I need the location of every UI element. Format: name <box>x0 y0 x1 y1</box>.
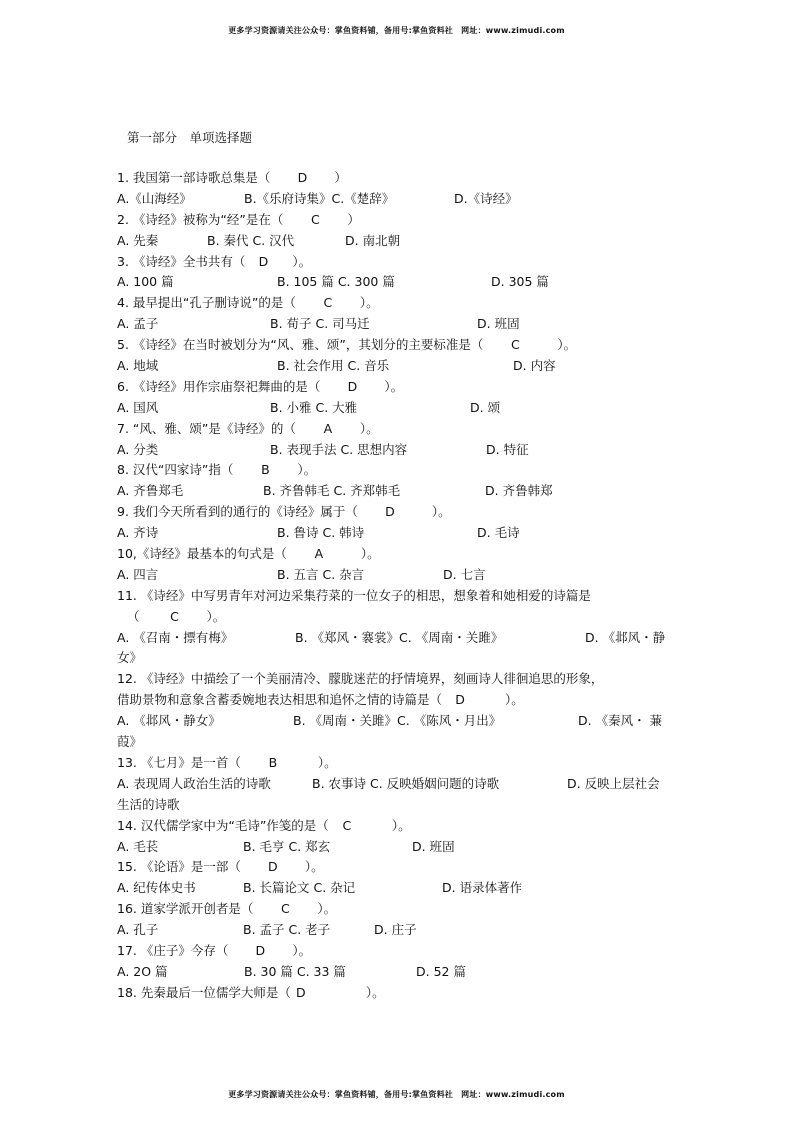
answer-letter: D <box>268 859 278 875</box>
answer-group <box>442 692 524 707</box>
answer-letter: B <box>261 462 270 478</box>
options-row <box>117 711 677 732</box>
answer-bracket-close: ）。 <box>206 608 226 624</box>
question-stem <box>117 168 677 189</box>
options-row <box>117 231 677 252</box>
option: A. 地域 <box>117 358 159 374</box>
answer-bracket-close: ）。 <box>359 295 379 311</box>
option: A. 毛苌 <box>117 838 159 854</box>
answer-bracket-close: ）。 <box>384 378 404 394</box>
options-row <box>117 628 677 649</box>
option: D. 《秦风・ 蒹 <box>578 713 663 729</box>
option: D. 52 篇 <box>416 963 466 979</box>
stem-flow <box>117 983 385 1004</box>
option: A. 齐鲁郑毛 <box>117 483 184 499</box>
option: A. 《召南・摽有梅》 <box>117 629 234 645</box>
question-text-cont: 借助景物和意象含蓄委婉地表达相思和追怀之情的诗篇是（ <box>117 692 443 708</box>
option: D. 305 篇 <box>491 274 549 290</box>
stem-flow <box>117 690 524 711</box>
answer-letter: D <box>297 170 308 185</box>
stem-flow <box>117 816 411 837</box>
option: D. 班固 <box>412 838 455 854</box>
option: B. 30 篇 C. 33 篇 <box>244 963 346 979</box>
answer-group <box>320 379 403 394</box>
question-text: 15. 《论语》是一部（ <box>117 859 241 875</box>
options-row-wrap <box>117 795 677 816</box>
question-stem-cont <box>117 607 677 628</box>
answer-group <box>140 609 226 624</box>
option: B. 孟子 C. 老子 <box>243 922 331 938</box>
options-row <box>117 878 677 899</box>
answer-group <box>253 901 336 916</box>
option: A. 孟子 <box>117 316 159 332</box>
option: D.《诗经》 <box>454 190 518 206</box>
option: D. 反映上层社会 <box>567 775 660 791</box>
option: D. 南北朝 <box>345 232 401 248</box>
question-text: 1. 我国第一部诗歌总集是（ <box>117 170 271 185</box>
option: D. 班固 <box>477 316 520 332</box>
option: A. 分类 <box>117 441 159 457</box>
stem-flow <box>117 753 337 774</box>
answer-letter: A <box>314 546 324 562</box>
stem-flow <box>117 419 379 440</box>
question-stem <box>117 586 677 607</box>
option: A.《山海经》 <box>117 190 192 206</box>
question-stem <box>117 377 677 398</box>
options-row <box>117 272 677 293</box>
stem-flow <box>117 460 316 481</box>
option-cont: 葭》 <box>117 734 143 750</box>
option: B. 长篇论文 C. 杂记 <box>243 880 356 896</box>
answer-group <box>483 337 576 352</box>
answer-group <box>291 985 385 1000</box>
options-row <box>117 523 677 544</box>
question-stem <box>117 899 677 920</box>
option: B. 社会作用 C. 音乐 <box>277 358 390 374</box>
option: B. 105 篇 C. 300 篇 <box>277 274 395 290</box>
question-stem <box>117 252 677 273</box>
options-row <box>117 398 677 419</box>
answer-letter: B <box>268 754 278 770</box>
answer-bracket-close: ）。 <box>317 754 337 770</box>
question-text: 6. 《诗经》用作宗庙祭祀舞曲的是（ <box>117 378 321 394</box>
option: D. 内容 <box>513 358 556 374</box>
stem-flow <box>117 293 379 314</box>
option: A. 2O 篇 <box>117 963 168 979</box>
option-cont: 女》 <box>117 650 143 666</box>
option: B. 农事诗 C. 反映婚姻问题的诗歌 <box>312 775 500 791</box>
answer-bracket-close: ）。 <box>360 546 380 562</box>
options-row <box>117 481 677 502</box>
question-text: 7. “风、雅、颂”是《诗经》的（ <box>117 420 296 436</box>
answer-letter: D <box>385 504 395 520</box>
answer-group <box>245 254 311 269</box>
answer-bracket-close: ） <box>334 170 347 185</box>
option: B. 齐鲁韩毛 C. 齐郑韩毛 <box>263 483 401 499</box>
question-list <box>117 168 677 1004</box>
question-stem <box>117 983 677 1004</box>
option: B. 五言 C. 杂言 <box>277 566 365 582</box>
option: A. 四言 <box>117 566 159 582</box>
answer-bracket-close: ）。 <box>317 901 337 917</box>
question-text: 4. 最早提出“孔子删诗说”的是（ <box>117 295 296 311</box>
section-title: 第一部分 单项选择题 <box>127 130 253 145</box>
stem-flow <box>117 941 311 962</box>
question-stem <box>117 544 677 565</box>
answer-group <box>296 295 379 310</box>
options-row <box>117 962 677 983</box>
answer-letter: C <box>510 337 520 353</box>
option: B. 荀子 C. 司马迁 <box>270 316 370 332</box>
option-cont: 生活的诗歌 <box>117 796 180 812</box>
answer-group <box>329 818 411 833</box>
header-banner: 更多学习资源请关注公众号：掌鱼资料铺，备用号:掌鱼资料社 网址：www.zimudi.com <box>228 26 565 35</box>
answer-letter: D <box>258 253 269 269</box>
answer-bracket-close: ）。 <box>557 337 577 353</box>
question-stem <box>117 210 677 231</box>
answer-letter: D <box>255 942 266 958</box>
stem-flow <box>117 210 360 231</box>
answer-letter: C <box>170 608 179 624</box>
answer-bracket-close: ）。 <box>292 253 312 269</box>
answer-bracket-close: ） <box>347 211 360 227</box>
stem-flow <box>117 857 324 878</box>
option: D. 庄子 <box>374 922 417 938</box>
options-row <box>117 356 677 377</box>
stem-flow <box>117 544 380 565</box>
option: B. 鲁诗 C. 韩诗 <box>277 525 365 541</box>
option: D. 特征 <box>486 441 529 457</box>
answer-letter: D <box>347 378 358 394</box>
stem-flow <box>117 899 336 920</box>
answer-bracket-close: ）。 <box>431 504 451 520</box>
answer-group <box>228 943 311 958</box>
question-stem <box>117 293 677 314</box>
option: B. 《周南・关雎》C. 《陈风・月出》 <box>293 713 502 729</box>
question-stem <box>117 669 677 690</box>
question-stem <box>117 941 677 962</box>
stem-flow <box>127 607 225 628</box>
question-text: 16. 道家学派开创者是（ <box>117 901 254 917</box>
answer-group <box>241 755 337 770</box>
question-text: 12. 《诗经》中描绘了一个美丽清冷、朦胧迷茫的抒情境界，刻画诗人徘徊追思的形象， <box>117 671 604 687</box>
answer-letter: C <box>280 901 290 917</box>
answer-letter: D <box>296 984 306 1000</box>
option: D. 毛诗 <box>477 525 520 541</box>
stem-flow <box>117 168 347 189</box>
option: D. 语录体著作 <box>442 880 523 896</box>
option: D. 颂 <box>470 399 501 415</box>
question-text: 17. 《庄子》今存（ <box>117 942 229 958</box>
answer-group <box>233 462 316 477</box>
stem-flow <box>117 586 591 607</box>
answer-group <box>241 859 324 874</box>
answer-bracket-close: ）。 <box>359 420 379 436</box>
option: A. 纪传体史书 <box>117 880 196 896</box>
answer-bracket-close: ）。 <box>391 817 411 833</box>
options-row-wrap <box>117 648 677 669</box>
option: A. 《邶风・静女》 <box>117 713 221 729</box>
options-row <box>117 774 677 795</box>
options-row <box>117 565 677 586</box>
question-text: 10,《诗经》最基本的句式是（ <box>117 546 287 562</box>
option: B. 表现手法 C. 思想内容 <box>270 441 408 457</box>
option: B.《乐府诗集》C.《楚辞》 <box>244 190 395 206</box>
stem-flow <box>117 252 311 273</box>
answer-group <box>283 212 360 227</box>
question-stem <box>117 857 677 878</box>
answer-bracket-close: ）。 <box>292 942 312 958</box>
option: A. 100 篇 <box>117 274 174 290</box>
option: D. 七言 <box>443 566 486 582</box>
option: A. 齐诗 <box>117 525 159 541</box>
answer-letter: C <box>310 211 320 227</box>
answer-bracket-close: ）。 <box>297 462 317 478</box>
question-stem <box>117 419 677 440</box>
question-stem <box>117 753 677 774</box>
question-text: 2. 《诗经》被称为“经”是在（ <box>117 211 284 227</box>
answer-bracket-close: ）。 <box>304 859 324 875</box>
stem-flow <box>117 377 403 398</box>
option: B. 《郑风・褰裳》C. 《周南・关雎》 <box>295 629 504 645</box>
question-text: 18. 先秦最后一位儒学大师是（ <box>117 984 291 1000</box>
question-text: 3. 《诗经》全书共有（ <box>117 253 246 269</box>
answer-bracket-close: ）。 <box>505 692 524 708</box>
question-text-cont: （ <box>127 608 140 624</box>
stem-flow <box>117 502 451 523</box>
question-stem <box>117 460 677 481</box>
option: B. 毛亨 C. 郑玄 <box>243 838 331 854</box>
question-stem <box>117 816 677 837</box>
option: B. 秦代 C. 汉代 <box>207 232 295 248</box>
option: D. 《邶风・静 <box>585 629 666 645</box>
answer-group <box>270 170 347 185</box>
options-row <box>117 837 677 858</box>
question-stem-cont <box>117 690 677 711</box>
options-row-wrap <box>117 732 677 753</box>
option: B. 小雅 C. 大雅 <box>270 399 358 415</box>
question-text: 9. 我们今天所看到的通行的《诗经》属于（ <box>117 504 358 520</box>
question-text: 14. 汉代儒学家中为“毛诗”作笺的是（ <box>117 817 329 833</box>
stem-flow <box>117 669 603 690</box>
option: A. 国风 <box>117 399 159 415</box>
question-stem <box>117 335 677 356</box>
answer-letter: D <box>455 692 465 708</box>
option: D. 齐鲁韩郑 <box>485 483 553 499</box>
footer-banner: 更多学习资源请关注公众号：掌鱼资料铺，备用号:掌鱼资料社 网址：www.zimudi.com <box>228 1090 565 1099</box>
answer-letter: A <box>323 420 333 436</box>
answer-bracket-close: ）。 <box>365 984 385 1000</box>
answer-letter: C <box>342 817 352 833</box>
question-text: 11. 《诗经》中写男青年对河边采集荇菜的一位女子的相思，想象着和她相爱的诗篇是 <box>117 587 591 603</box>
options-row <box>117 189 677 210</box>
answer-letter: C <box>323 295 333 311</box>
options-row <box>117 314 677 335</box>
answer-group <box>296 421 379 436</box>
answer-group <box>287 546 380 561</box>
option: A. 孔子 <box>117 922 159 938</box>
question-text: 8. 汉代“四家诗”指（ <box>117 462 234 478</box>
options-row <box>117 440 677 461</box>
question-text: 13. 《七月》是一首（ <box>117 754 241 770</box>
answer-group <box>358 504 451 519</box>
stem-flow <box>117 335 576 356</box>
options-row <box>117 920 677 941</box>
question-stem <box>117 502 677 523</box>
option: A. 先秦 <box>117 232 159 248</box>
question-text: 5. 《诗经》在当时被划分为“风、雅、颂”，其划分的主要标准是（ <box>117 337 484 353</box>
option: A. 表现周人政治生活的诗歌 <box>117 775 271 791</box>
